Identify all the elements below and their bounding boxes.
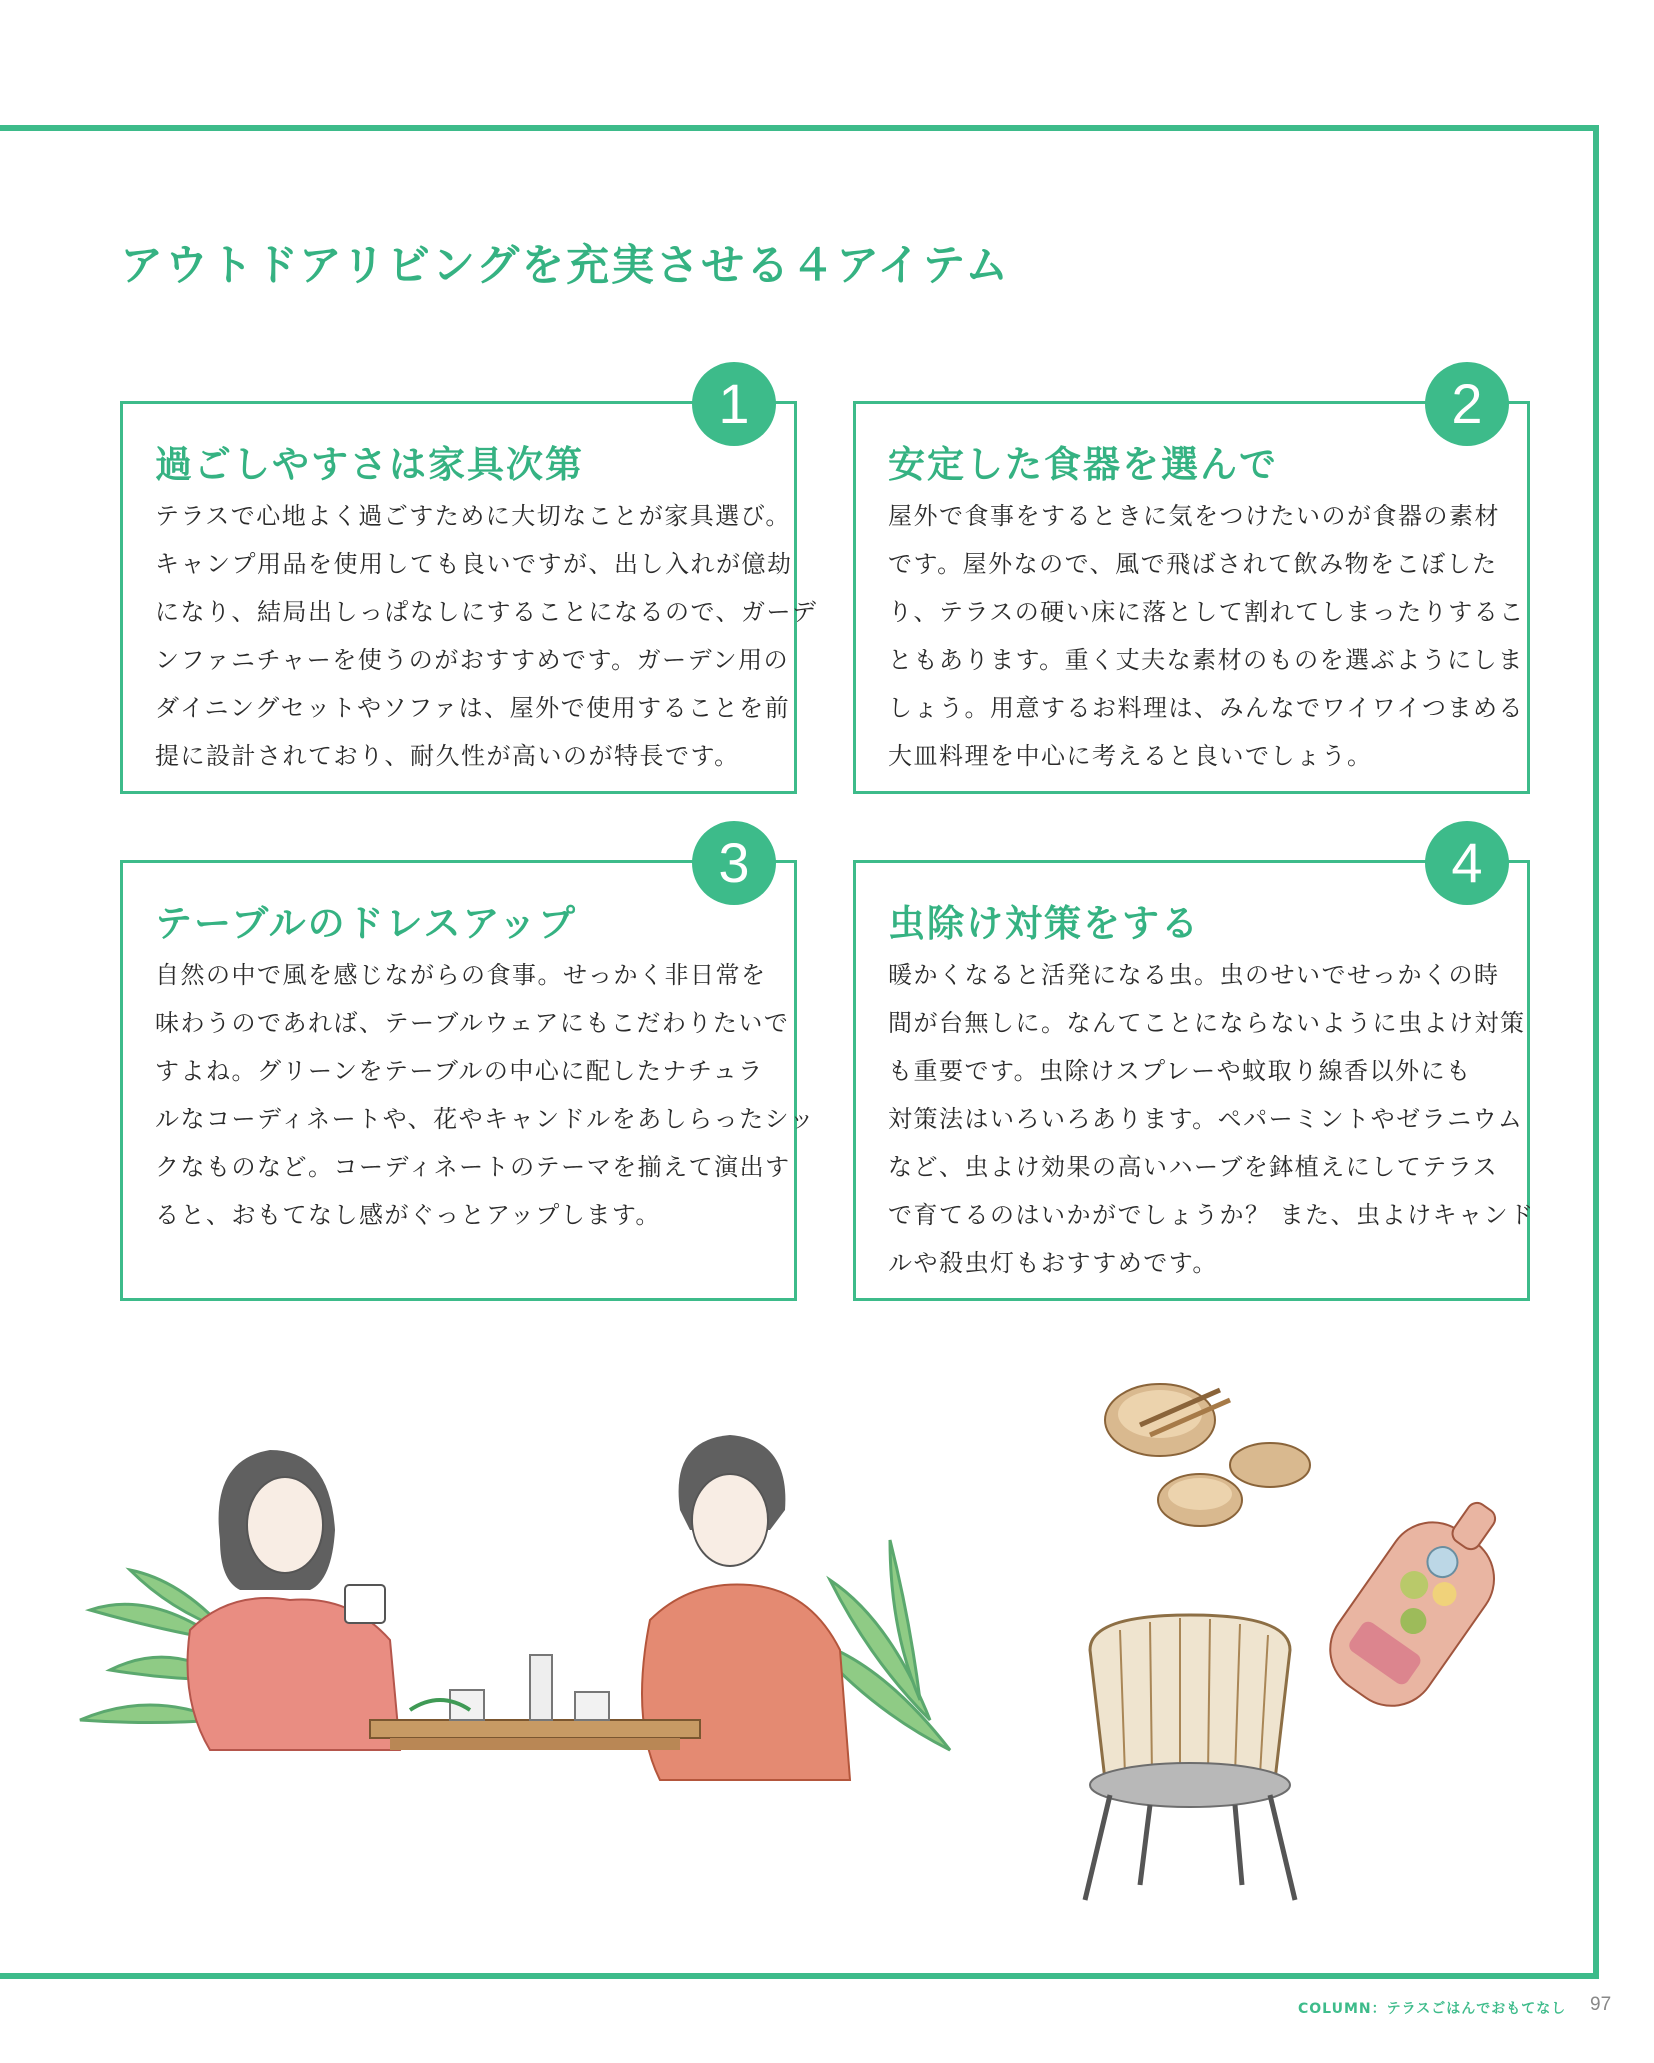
item-body (155, 492, 818, 780)
rattan-chair-illustration (1070, 1610, 1310, 1910)
body-line: キャンプ用品を使用しても良いですが、出し入れが億劫 (155, 550, 793, 578)
body-line: 間が台無しに。なんてことにならないように虫よけ対策 (888, 1009, 1526, 1037)
body-line: も重要です。虫除けスプレーや蚊取り線香以外にも (888, 1057, 1472, 1085)
body-line: 味わうのであれば、テーブルウェアにもこだわりたいで (155, 1009, 790, 1037)
body-line: ともあります。重く丈夫な素材のものを選ぶようにしま (888, 646, 1524, 674)
body-line: テラスで心地よく過ごすために大切なことが家具選び。 (155, 502, 791, 530)
body-line: 自然の中で風を感じながらの食事。せっかく非日常を (155, 961, 767, 989)
item-number-badge: 2 (1425, 362, 1509, 446)
body-line: り、テラスの硬い床に落として割れてしまったりするこ (888, 598, 1525, 626)
body-line: になり、結局出しっぱなしにすることになるので、ガーデ (155, 598, 818, 626)
item-card-1 (120, 372, 818, 794)
body-line: すよね。グリーンをテーブルの中心に配したナチュラ (155, 1057, 764, 1085)
body-line: 屋外で食事をするときに気をつけたいのが食器の素材 (888, 502, 1500, 530)
body-line: 対策法はいろいろあります。ペパーミントやゼラニウム (888, 1105, 1524, 1133)
item-body (888, 951, 1535, 1287)
item-heading: 安定した食器を選んで (888, 443, 1278, 486)
body-line: ると、おもてなし感がぐっとアップします。 (155, 1201, 661, 1229)
item-heading: 過ごしやすさは家具次第 (155, 443, 584, 486)
item-number-badge: 1 (692, 362, 776, 446)
body-line: で育てるのはいかがでしょうか？ また、虫よけキャンド (888, 1201, 1535, 1229)
body-line: ンファニチャーを使うのがおすすめです。ガーデン用の (155, 646, 790, 674)
cutting-board-food-illustration (1310, 1480, 1520, 1740)
body-line: 暖かくなると活発になる虫。虫のせいでせっかくの時 (888, 961, 1500, 989)
item-body (888, 492, 1525, 780)
body-line: 提に設計されており、耐久性が高いのが特長です。 (155, 742, 740, 770)
body-line: クなものなど。コーディネートのテーマを揃えて演出す (155, 1153, 791, 1181)
item-number-badge: 3 (692, 821, 776, 905)
body-line: ルや殺虫灯もおすすめです。 (888, 1249, 1218, 1277)
body-line: しょう。用意するお料理は、みんなでワイワイつまめる (888, 694, 1525, 722)
body-line: 大皿料理を中心に考えると良いでしょう。 (888, 742, 1373, 770)
item-card-2 (853, 372, 1530, 794)
footer-column-label: COLUMN：テラスごはんでおもてなし (1298, 2001, 1567, 2017)
item-heading: 虫除け対策をする (888, 902, 1200, 945)
item-number-badge: 4 (1425, 821, 1509, 905)
item-heading: テーブルのドレスアップ (155, 902, 577, 945)
item-body (155, 951, 816, 1239)
page-number: 97 (1590, 1994, 1612, 2015)
body-line: など、虫よけ効果の高いハーブを鉢植えにしてテラス (888, 1153, 1499, 1181)
body-line: です。屋外なので、風で飛ばされて飲み物をこぼした (888, 550, 1498, 578)
body-line: ルなコーディネートや、花やキャンドルをあしらったシッ (155, 1105, 816, 1133)
page-title: アウトドアリビングを充実させる４アイテム (120, 241, 1011, 291)
wooden-bowls-illustration (1100, 1370, 1330, 1550)
couple-dining-illustration (70, 1420, 990, 1840)
item-card-4 (853, 831, 1535, 1301)
body-line: ダイニングセットやソファは、屋外で使用することを前 (155, 694, 791, 722)
item-card-3 (120, 831, 816, 1301)
